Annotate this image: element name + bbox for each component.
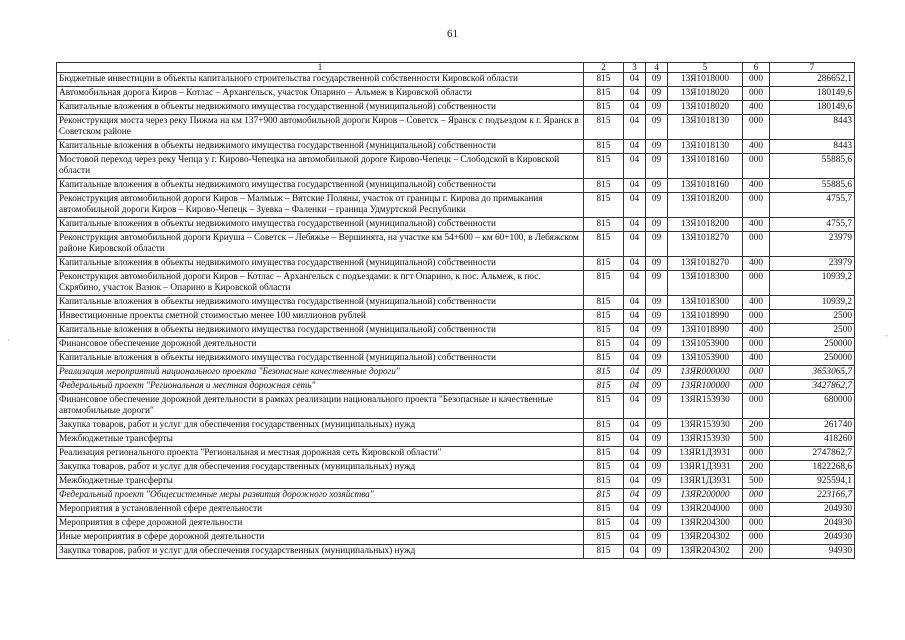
row-value-cell: 04 — [624, 257, 646, 271]
row-value-cell: 400 — [743, 296, 770, 310]
row-value-cell: 815 — [584, 232, 624, 257]
row-value-cell: 815 — [584, 296, 624, 310]
table-row — [57, 193, 855, 218]
row-value-cell: 13Я1018200 — [668, 193, 743, 218]
row-name-cell: Автомобильная дорога Киров – Котлас – Архангельск, участок Опарино – Альмеж в Кировской области — [57, 87, 584, 101]
row-value-cell: 10939,2 — [770, 271, 855, 296]
row-value-cell: 04 — [624, 419, 646, 433]
row-value-cell: 09 — [646, 531, 668, 545]
row-value-cell: 04 — [624, 87, 646, 101]
row-value-cell: 815 — [584, 257, 624, 271]
row-value-cell: 815 — [584, 87, 624, 101]
header-row — [57, 63, 855, 73]
row-value-cell: 815 — [584, 193, 624, 218]
row-value-cell: 04 — [624, 517, 646, 531]
row-name-cell: Капитальные вложения в объекты недвижимого имущества государственной (муниципальной) собственности — [57, 324, 584, 338]
row-value-cell: 000 — [743, 338, 770, 352]
row-value-cell: 09 — [646, 179, 668, 193]
table-row — [57, 296, 855, 310]
row-value-cell: 04 — [624, 447, 646, 461]
budget-table — [56, 62, 855, 559]
header-cell: 4 — [646, 63, 668, 73]
row-value-cell: 04 — [624, 545, 646, 559]
row-value-cell: 13ЯR153930 — [668, 433, 743, 447]
row-value-cell: 09 — [646, 115, 668, 140]
table-row — [57, 218, 855, 232]
row-name-cell: Реализация мероприятий национального проекта "Безопасные качественные дороги" — [57, 366, 584, 380]
row-value-cell: 09 — [646, 338, 668, 352]
row-value-cell: 04 — [624, 140, 646, 154]
row-value-cell: 09 — [646, 87, 668, 101]
table-row — [57, 271, 855, 296]
row-value-cell: 000 — [743, 193, 770, 218]
row-value-cell: 815 — [584, 503, 624, 517]
row-value-cell: 815 — [584, 324, 624, 338]
row-value-cell: 09 — [646, 310, 668, 324]
row-value-cell: 815 — [584, 489, 624, 503]
row-value-cell: 04 — [624, 154, 646, 179]
row-value-cell: 815 — [584, 366, 624, 380]
row-value-cell: 925594,1 — [770, 475, 855, 489]
row-value-cell: 3653065,7 — [770, 366, 855, 380]
row-value-cell: 500 — [743, 433, 770, 447]
row-value-cell: 8443 — [770, 140, 855, 154]
row-name-cell: Финансовое обеспечение дорожной деятельности в рамках реализации национального проекта "Безопасные и качественные автомобильные дороги" — [57, 394, 584, 419]
row-value-cell: 815 — [584, 517, 624, 531]
row-value-cell: 000 — [743, 517, 770, 531]
table-row — [57, 87, 855, 101]
row-name-cell: Капитальные вложения в объекты недвижимого имущества государственной (муниципальной) собственности — [57, 352, 584, 366]
row-value-cell: 261740 — [770, 419, 855, 433]
row-value-cell: 13ЯR000000 — [668, 366, 743, 380]
table-row — [57, 352, 855, 366]
row-name-cell: Реконструкция автомобильной дороги Киров – Малмыж – Вятские Поляны, участок от границы г. Кирова до примыкания автомобильной дороги Киров – Кирово-Чепецк – Зуевка – Фаленки – граница Удмуртской Республики — [57, 193, 584, 218]
row-value-cell: 13Я1053900 — [668, 352, 743, 366]
row-value-cell: 204930 — [770, 531, 855, 545]
row-value-cell: 09 — [646, 517, 668, 531]
row-value-cell: 04 — [624, 324, 646, 338]
row-value-cell: 13ЯR204000 — [668, 503, 743, 517]
table-row — [57, 338, 855, 352]
row-value-cell: 815 — [584, 338, 624, 352]
row-value-cell: 000 — [743, 489, 770, 503]
row-value-cell: 815 — [584, 218, 624, 232]
row-value-cell: 13ЯR153930 — [668, 394, 743, 419]
row-value-cell: 815 — [584, 433, 624, 447]
row-value-cell: 23979 — [770, 232, 855, 257]
header-cell: 2 — [584, 63, 624, 73]
row-value-cell: 55885,6 — [770, 179, 855, 193]
row-value-cell: 04 — [624, 193, 646, 218]
row-value-cell: 000 — [743, 447, 770, 461]
row-value-cell: 000 — [743, 232, 770, 257]
row-value-cell: 815 — [584, 380, 624, 394]
row-value-cell: 04 — [624, 366, 646, 380]
table-row — [57, 461, 855, 475]
row-value-cell: 000 — [743, 531, 770, 545]
row-name-cell: Капитальные вложения в объекты недвижимого имущества государственной (муниципальной) собственности — [57, 101, 584, 115]
table-row — [57, 475, 855, 489]
row-name-cell: Закупка товаров, работ и услуг для обеспечения государственных (муниципальных) нужд — [57, 545, 584, 559]
table-row — [57, 503, 855, 517]
row-value-cell: 04 — [624, 179, 646, 193]
row-value-cell: 400 — [743, 101, 770, 115]
row-value-cell: 13Я1018000 — [668, 73, 743, 87]
table-row — [57, 394, 855, 419]
row-value-cell: 04 — [624, 232, 646, 257]
row-name-cell: Закупка товаров, работ и услуг для обеспечения государственных (муниципальных) нужд — [57, 419, 584, 433]
row-value-cell: 200 — [743, 419, 770, 433]
margin-dot: · — [7, 335, 10, 345]
row-value-cell: 2747862,7 — [770, 447, 855, 461]
row-value-cell: 000 — [743, 366, 770, 380]
row-value-cell: 09 — [646, 232, 668, 257]
row-value-cell: 8443 — [770, 115, 855, 140]
table-row — [57, 489, 855, 503]
row-value-cell: 13ЯR1Д3931 — [668, 447, 743, 461]
row-value-cell: 2500 — [770, 324, 855, 338]
row-value-cell: 09 — [646, 73, 668, 87]
table-row — [57, 73, 855, 87]
row-value-cell: 04 — [624, 352, 646, 366]
row-value-cell: 000 — [743, 503, 770, 517]
row-value-cell: 09 — [646, 218, 668, 232]
row-value-cell: 000 — [743, 87, 770, 101]
row-value-cell: 815 — [584, 179, 624, 193]
row-value-cell: 000 — [743, 310, 770, 324]
row-value-cell: 13Я1018270 — [668, 257, 743, 271]
row-value-cell: 04 — [624, 475, 646, 489]
row-value-cell: 09 — [646, 101, 668, 115]
row-value-cell: 204930 — [770, 517, 855, 531]
row-value-cell: 815 — [584, 461, 624, 475]
table-row — [57, 531, 855, 545]
row-value-cell: 09 — [646, 193, 668, 218]
row-value-cell: 000 — [743, 154, 770, 179]
row-value-cell: 13Я1018130 — [668, 115, 743, 140]
row-value-cell: 04 — [624, 503, 646, 517]
header-cell: 5 — [668, 63, 743, 73]
row-value-cell: 04 — [624, 380, 646, 394]
row-value-cell: 680000 — [770, 394, 855, 419]
row-value-cell: 13Я1018020 — [668, 87, 743, 101]
table-row — [57, 419, 855, 433]
row-value-cell: 4755,7 — [770, 218, 855, 232]
table-row — [57, 154, 855, 179]
row-value-cell: 04 — [624, 271, 646, 296]
row-value-cell: 13Я1018160 — [668, 179, 743, 193]
row-value-cell: 09 — [646, 296, 668, 310]
row-value-cell: 09 — [646, 271, 668, 296]
row-name-cell: Федеральный проект "Общесистемные меры развития дорожного хозяйства" — [57, 489, 584, 503]
row-value-cell: 04 — [624, 461, 646, 475]
row-value-cell: 400 — [743, 352, 770, 366]
row-value-cell: 815 — [584, 447, 624, 461]
row-value-cell: 250000 — [770, 338, 855, 352]
row-value-cell: 10939,2 — [770, 296, 855, 310]
row-value-cell: 815 — [584, 140, 624, 154]
row-value-cell: 000 — [743, 380, 770, 394]
row-name-cell: Капитальные вложения в объекты недвижимого имущества государственной (муниципальной) собственности — [57, 218, 584, 232]
table-row — [57, 232, 855, 257]
row-name-cell: Капитальные вложения в объекты недвижимого имущества государственной (муниципальной) собственности — [57, 296, 584, 310]
row-value-cell: 13Я1018990 — [668, 324, 743, 338]
table-row — [57, 545, 855, 559]
row-name-cell: Капитальные вложения в объекты недвижимого имущества государственной (муниципальной) собственности — [57, 179, 584, 193]
row-name-cell: Федеральный проект "Региональная и местная дорожная сеть" — [57, 380, 584, 394]
row-value-cell: 204930 — [770, 503, 855, 517]
row-name-cell: Мероприятия в сфере дорожной деятельности — [57, 517, 584, 531]
row-value-cell: 13ЯR204302 — [668, 531, 743, 545]
row-value-cell: 09 — [646, 352, 668, 366]
row-value-cell: 200 — [743, 461, 770, 475]
row-name-cell: Инвестиционные проекты сметной стоимостью менее 100 миллионов рублей — [57, 310, 584, 324]
row-value-cell: 815 — [584, 73, 624, 87]
row-name-cell: Иные мероприятия в сфере дорожной деятельности — [57, 531, 584, 545]
row-value-cell: 13ЯR204302 — [668, 545, 743, 559]
row-value-cell: 13Я1018990 — [668, 310, 743, 324]
row-value-cell: 09 — [646, 366, 668, 380]
row-name-cell: Капитальные вложения в объекты недвижимого имущества государственной (муниципальной) собственности — [57, 140, 584, 154]
row-value-cell: 180149,6 — [770, 87, 855, 101]
table-row — [57, 380, 855, 394]
row-name-cell: Мостовой переход через реку Чепца у г. Кирово-Чепецка на автомобильной дороге Кирово-Чепецк – Слободской в Кировской области — [57, 154, 584, 179]
row-name-cell: Финансовое обеспечение дорожной деятельности — [57, 338, 584, 352]
row-value-cell: 000 — [743, 394, 770, 419]
row-value-cell: 13ЯR153930 — [668, 419, 743, 433]
margin-dash: - — [885, 330, 888, 340]
header-cell: 1 — [57, 63, 584, 73]
row-value-cell: 04 — [624, 115, 646, 140]
row-value-cell: 04 — [624, 73, 646, 87]
row-value-cell: 09 — [646, 475, 668, 489]
row-value-cell: 400 — [743, 324, 770, 338]
row-value-cell: 400 — [743, 257, 770, 271]
table-row — [57, 140, 855, 154]
row-value-cell: 09 — [646, 461, 668, 475]
row-value-cell: 500 — [743, 475, 770, 489]
row-value-cell: 09 — [646, 257, 668, 271]
row-value-cell: 23979 — [770, 257, 855, 271]
row-value-cell: 13Я1018020 — [668, 101, 743, 115]
row-value-cell: 2500 — [770, 310, 855, 324]
table-row — [57, 257, 855, 271]
table-row — [57, 179, 855, 193]
row-value-cell: 200 — [743, 545, 770, 559]
row-value-cell: 815 — [584, 310, 624, 324]
row-name-cell: Реализация регионального проекта "Региональная и местная дорожная сеть Кировской области" — [57, 447, 584, 461]
row-value-cell: 09 — [646, 140, 668, 154]
row-value-cell: 13ЯR200000 — [668, 489, 743, 503]
row-value-cell: 04 — [624, 310, 646, 324]
row-value-cell: 13Я1018130 — [668, 140, 743, 154]
row-value-cell: 250000 — [770, 352, 855, 366]
row-value-cell: 09 — [646, 154, 668, 179]
row-name-cell: Мероприятия в установленной сфере деятельности — [57, 503, 584, 517]
row-value-cell: 04 — [624, 101, 646, 115]
row-value-cell: 400 — [743, 218, 770, 232]
row-value-cell: 04 — [624, 394, 646, 419]
row-value-cell: 815 — [584, 115, 624, 140]
row-value-cell: 815 — [584, 545, 624, 559]
row-value-cell: 3427862,7 — [770, 380, 855, 394]
row-value-cell: 04 — [624, 296, 646, 310]
header-cell: 7 — [770, 63, 855, 73]
row-value-cell: 815 — [584, 475, 624, 489]
row-value-cell: 13Я1018200 — [668, 218, 743, 232]
row-value-cell: 13ЯR1Д3931 — [668, 475, 743, 489]
row-value-cell: 13ЯR100000 — [668, 380, 743, 394]
row-value-cell: 04 — [624, 218, 646, 232]
row-value-cell: 09 — [646, 419, 668, 433]
table-row — [57, 366, 855, 380]
row-name-cell: Реконструкция автомобильной дороги Киров – Котлас – Архангельск с подъездами: к пгт Опарино, к пос. Альмеж, к пос. Скрябино, участок Вазюк – Опарино в Кировской области — [57, 271, 584, 296]
row-name-cell: Бюджетные инвестиции в объекты капитального строительства государственной собственности Кировской области — [57, 73, 584, 87]
table-row — [57, 101, 855, 115]
row-value-cell: 815 — [584, 352, 624, 366]
row-value-cell: 1822268,6 — [770, 461, 855, 475]
row-name-cell: Межбюджетные трансферты — [57, 475, 584, 489]
row-name-cell: Закупка товаров, работ и услуг для обеспечения государственных (муниципальных) нужд — [57, 461, 584, 475]
row-value-cell: 04 — [624, 531, 646, 545]
row-value-cell: 94930 — [770, 545, 855, 559]
row-name-cell: Реконструкция автомобильной дороги Криуша – Советск – Лебяжье – Вершинята, на участке км 54+600 – км 60+100, в Лебяжском районе Кировской области — [57, 232, 584, 257]
row-value-cell: 13Я1053900 — [668, 338, 743, 352]
row-value-cell: 13Я1018300 — [668, 296, 743, 310]
row-name-cell: Капитальные вложения в объекты недвижимого имущества государственной (муниципальной) собственности — [57, 257, 584, 271]
table-row — [57, 115, 855, 140]
row-value-cell: 09 — [646, 394, 668, 419]
row-value-cell: 55885,6 — [770, 154, 855, 179]
table-row — [57, 517, 855, 531]
row-value-cell: 180149,6 — [770, 101, 855, 115]
page-number: 61 — [447, 28, 458, 40]
row-value-cell: 09 — [646, 380, 668, 394]
row-value-cell: 000 — [743, 73, 770, 87]
table-row — [57, 310, 855, 324]
row-value-cell: 04 — [624, 338, 646, 352]
row-value-cell: 000 — [743, 115, 770, 140]
row-value-cell: 815 — [584, 271, 624, 296]
header-cell: 3 — [624, 63, 646, 73]
table-row — [57, 447, 855, 461]
row-value-cell: 13Я1018300 — [668, 271, 743, 296]
row-value-cell: 09 — [646, 503, 668, 517]
row-value-cell: 04 — [624, 433, 646, 447]
row-value-cell: 09 — [646, 433, 668, 447]
row-value-cell: 09 — [646, 447, 668, 461]
row-value-cell: 13ЯR1Д3931 — [668, 461, 743, 475]
table-row — [57, 433, 855, 447]
row-value-cell: 09 — [646, 545, 668, 559]
row-value-cell: 400 — [743, 179, 770, 193]
row-value-cell: 13ЯR204300 — [668, 517, 743, 531]
row-value-cell: 815 — [584, 394, 624, 419]
row-value-cell: 418260 — [770, 433, 855, 447]
row-name-cell: Межбюджетные трансферты — [57, 433, 584, 447]
row-value-cell: 09 — [646, 489, 668, 503]
row-value-cell: 815 — [584, 154, 624, 179]
row-value-cell: 13Я1018160 — [668, 154, 743, 179]
row-value-cell: 815 — [584, 419, 624, 433]
row-value-cell: 13Я1018270 — [668, 232, 743, 257]
row-value-cell: 4755,7 — [770, 193, 855, 218]
row-name-cell: Реконструкция моста через реку Пижма на км 137+900 автомобильной дороги Киров – Советск – Яранск с подъездом к г. Яранск в Советском районе — [57, 115, 584, 140]
table-row — [57, 324, 855, 338]
row-value-cell: 223166,7 — [770, 489, 855, 503]
row-value-cell: 286652,1 — [770, 73, 855, 87]
header-cell: 6 — [743, 63, 770, 73]
row-value-cell: 400 — [743, 140, 770, 154]
row-value-cell: 000 — [743, 271, 770, 296]
row-value-cell: 815 — [584, 531, 624, 545]
row-value-cell: 09 — [646, 324, 668, 338]
row-value-cell: 815 — [584, 101, 624, 115]
row-value-cell: 04 — [624, 489, 646, 503]
